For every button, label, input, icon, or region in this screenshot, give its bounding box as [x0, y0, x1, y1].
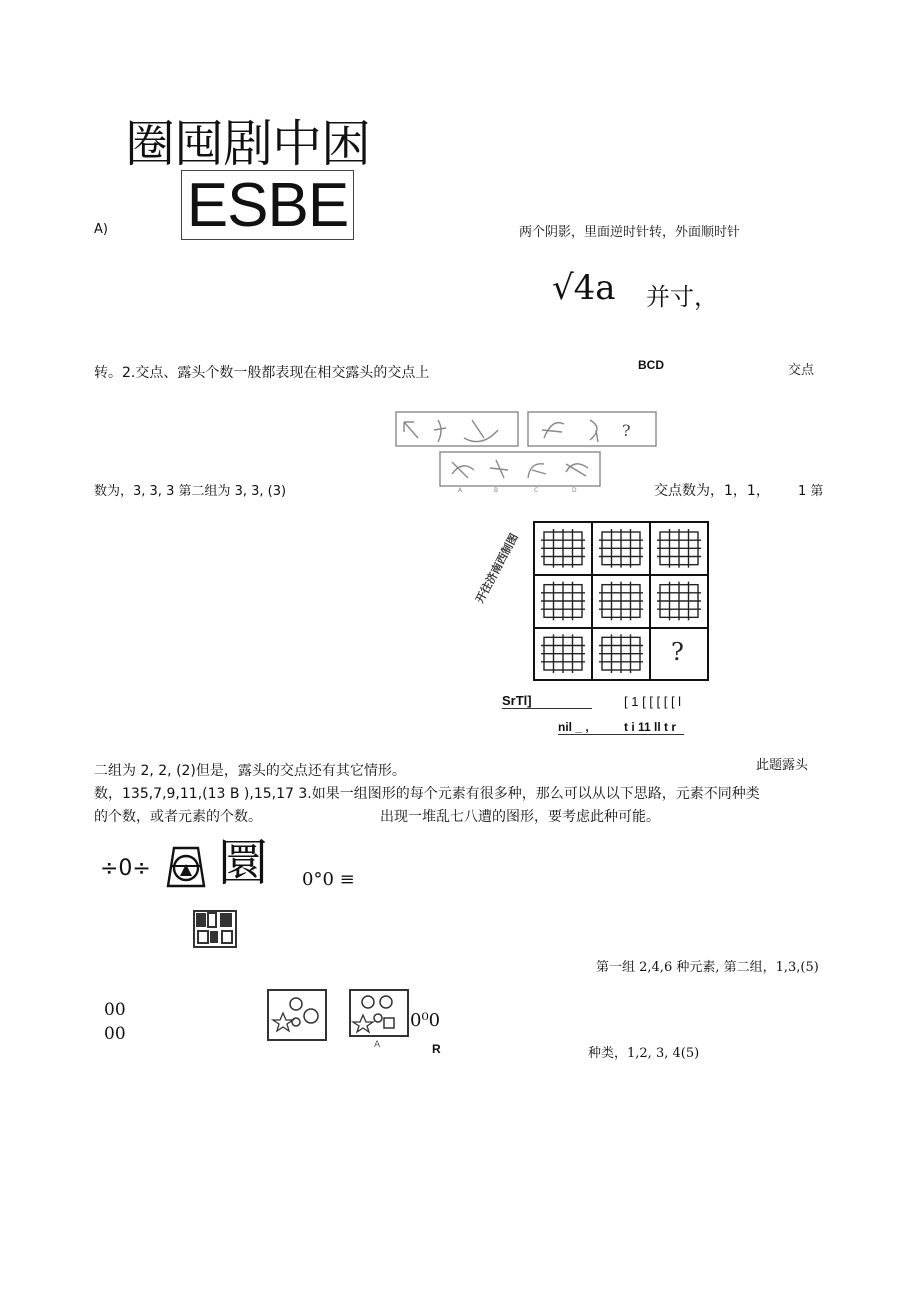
esbe-box: ESBE	[181, 170, 354, 240]
grid-cell-pattern	[541, 582, 585, 621]
big-title: 圈囤剧中困	[125, 115, 370, 173]
oo-mid: 0⁰0	[410, 1010, 441, 1031]
oo-left-2: 00	[104, 1024, 126, 1044]
option-shape-b	[490, 460, 508, 478]
option-shape-c	[528, 464, 546, 478]
yuan-glyph: 圜	[218, 834, 268, 892]
question-mark: ?	[622, 421, 631, 440]
grid-cell-pattern	[541, 529, 585, 568]
grid-question-mark: ?	[671, 638, 684, 666]
option-letter-a: A	[458, 487, 463, 494]
grid-cell-pattern	[657, 529, 701, 568]
vertical-caption: 开往济南西制图	[473, 531, 521, 606]
options-frame	[440, 452, 600, 486]
shapes-box-a	[348, 988, 410, 1040]
option-letter-c: C	[534, 487, 539, 494]
curve-shape-3	[464, 420, 498, 442]
option-letter-d: D	[572, 487, 577, 494]
option-shape-a	[452, 462, 474, 478]
bing-text: 并寸，	[646, 283, 718, 311]
curve-shape-5	[590, 420, 598, 442]
jiaodian-label: 交点	[788, 363, 815, 378]
oo-eq: 0°0 ≡	[302, 869, 355, 890]
jiaodian-count: 交点数为，1，1，	[654, 483, 770, 499]
grid-cell-pattern	[657, 582, 701, 621]
grid-cell-pattern	[541, 634, 585, 673]
section3-line3b: 出现一堆乱七八遭的图形，要考虑此种可能。	[380, 809, 660, 825]
srtl-label: SrTl]	[502, 693, 532, 708]
curve-shape-4	[542, 423, 564, 438]
zhonglei-line: 种类，1,2, 3, 4(5)	[588, 1046, 700, 1061]
label-r: R	[432, 1042, 441, 1056]
section3-line3a: 的个数，或者元素的个数。	[94, 809, 262, 825]
srtl-rule	[502, 708, 592, 709]
curve-shape-1	[404, 422, 418, 438]
ti-rule	[558, 734, 684, 735]
sqrt-expression: √4a	[552, 268, 616, 308]
curve-shapes-figure	[394, 408, 664, 494]
grid-cell-pattern	[599, 529, 643, 568]
option-a-label: A)	[94, 222, 108, 237]
div-expression: ÷0÷	[100, 856, 151, 881]
bars-label: [ 1 [ [ [ [ [ l	[624, 694, 682, 709]
label-a: A	[374, 1040, 381, 1050]
grid-cell-pattern	[599, 582, 643, 621]
option-letter-b: B	[494, 487, 499, 494]
nil-label: nil _ ,	[558, 720, 589, 734]
curve-shape-2	[434, 420, 446, 442]
note-rotation: 两个阴影，里面逆时针转，外面顺时针	[519, 225, 741, 240]
ti-label: t i 11 ll t r	[624, 720, 677, 734]
group-elements-line: 第一组 2,4,6 种元素, 第二组，1,3,(5)	[596, 960, 819, 975]
one-di: 1 第	[798, 484, 824, 499]
shape-group-2-frame	[528, 412, 656, 446]
shapes-box-left	[266, 988, 328, 1042]
trapezoid-triangle-icon	[162, 842, 210, 890]
bcd-label: BCD	[638, 358, 664, 372]
cilu-label: 此题露头	[756, 758, 809, 773]
oo-left-1: 00	[104, 1000, 126, 1020]
section3-line1: 二组为 2, 2, (2)但是，露头的交点还有其它情形。	[94, 763, 406, 779]
option-shape-d	[566, 464, 588, 476]
section3-line2: 数，135,7,9,11,(13 B ),15,17 3.如果一组图形的每个元素有很多种，那么可以从以下思路，元素不同种类	[94, 786, 760, 802]
grid-cell-pattern	[599, 634, 643, 673]
grid-blocks-icon	[192, 909, 238, 949]
count-line: 数为，3, 3, 3 第二组为 3, 3, (3)	[94, 484, 287, 499]
grid-puzzle-figure	[473, 508, 720, 684]
section2-line1: 转。2.交点、露头个数一般都表现在相交露头的交点上	[94, 365, 430, 381]
shape-group-1-frame	[396, 412, 518, 446]
